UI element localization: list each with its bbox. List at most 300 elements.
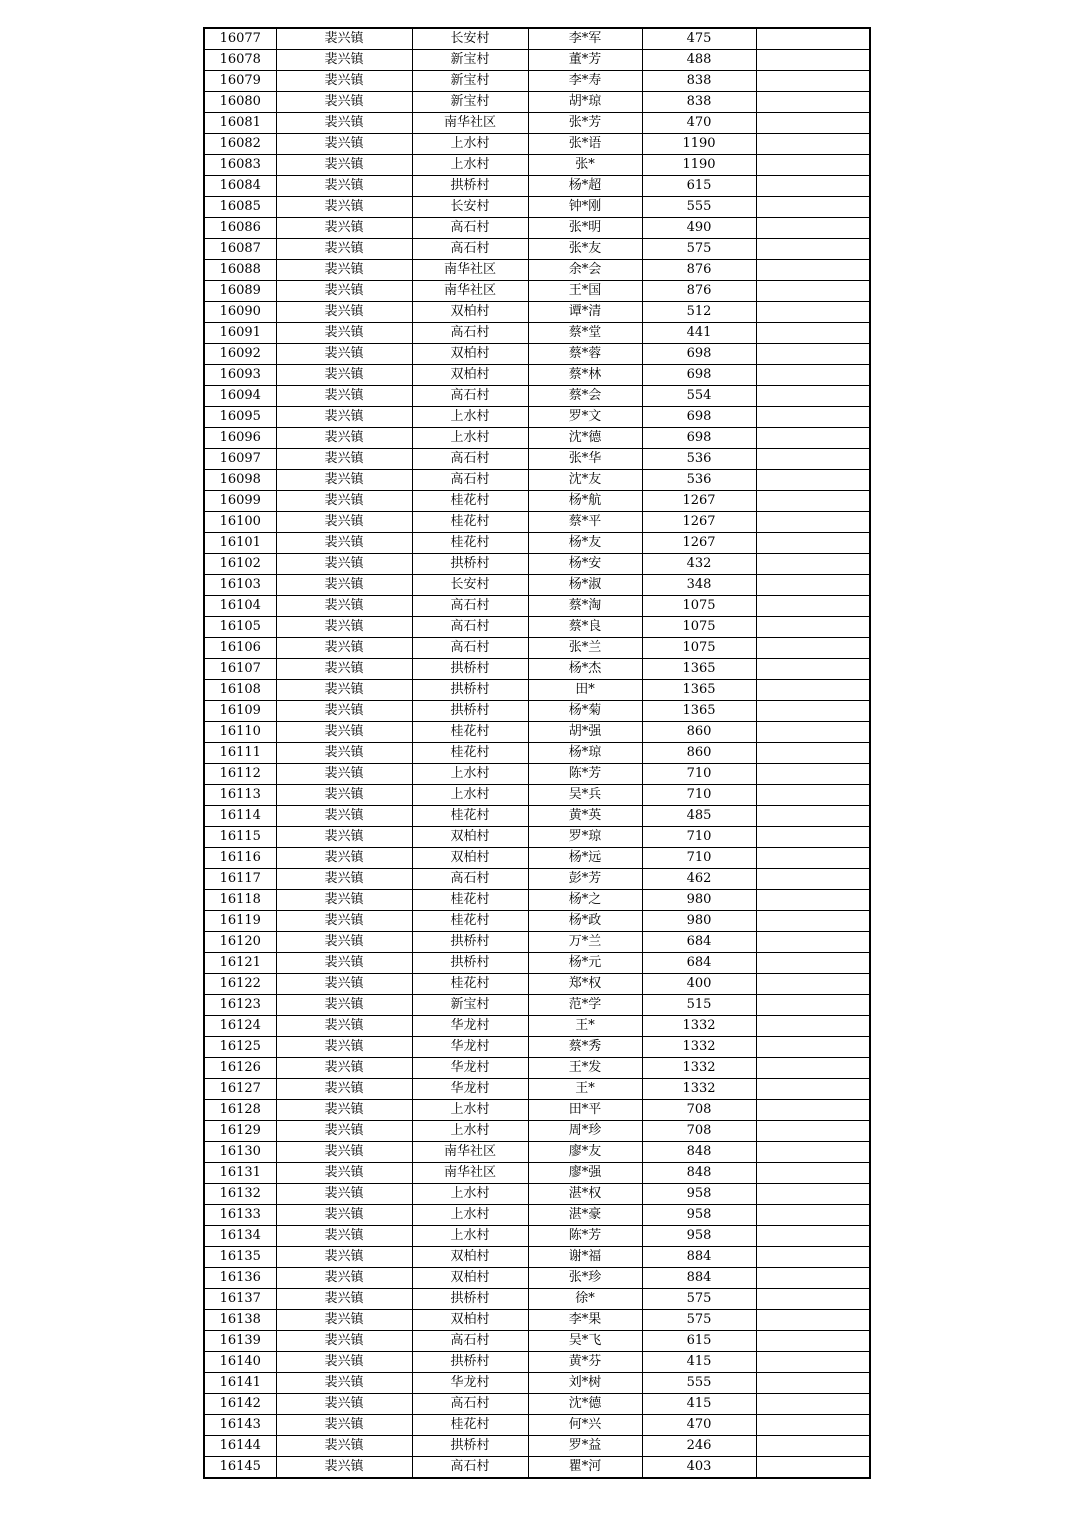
remark-cell [756, 1289, 870, 1310]
town-cell: 裴兴镇 [276, 995, 412, 1016]
remark-cell [756, 323, 870, 344]
record-number-cell: 16085 [204, 197, 276, 218]
table-row [204, 596, 870, 617]
amount-cell: 470 [642, 113, 756, 134]
remark-cell [756, 1457, 870, 1479]
record-number-cell: 16090 [204, 302, 276, 323]
town-cell: 裴兴镇 [276, 617, 412, 638]
amount-cell: 536 [642, 470, 756, 491]
amount-cell: 848 [642, 1142, 756, 1163]
record-number-cell: 16112 [204, 764, 276, 785]
record-number-cell: 16111 [204, 743, 276, 764]
table-row [204, 806, 870, 827]
village-cell: 拱桥村 [412, 1352, 528, 1373]
data-table [203, 27, 871, 1479]
village-cell: 高石村 [412, 596, 528, 617]
town-cell: 裴兴镇 [276, 113, 412, 134]
town-cell: 裴兴镇 [276, 806, 412, 827]
record-number-cell: 16143 [204, 1415, 276, 1436]
table-row [204, 1058, 870, 1079]
name-cell: 余*会 [528, 260, 642, 281]
village-cell: 高石村 [412, 239, 528, 260]
name-cell: 罗*益 [528, 1436, 642, 1457]
name-cell: 蔡*秀 [528, 1037, 642, 1058]
record-number-cell: 16140 [204, 1352, 276, 1373]
village-cell: 双柏村 [412, 344, 528, 365]
amount-cell: 838 [642, 71, 756, 92]
village-cell: 上水村 [412, 764, 528, 785]
table-row [204, 722, 870, 743]
record-number-cell: 16080 [204, 92, 276, 113]
town-cell: 裴兴镇 [276, 281, 412, 302]
amount-cell: 1332 [642, 1037, 756, 1058]
table-row [204, 1331, 870, 1352]
town-cell: 裴兴镇 [276, 1331, 412, 1352]
town-cell: 裴兴镇 [276, 1184, 412, 1205]
table-row [204, 701, 870, 722]
name-cell: 杨*琼 [528, 743, 642, 764]
amount-cell: 876 [642, 260, 756, 281]
remark-cell [756, 764, 870, 785]
amount-cell: 698 [642, 365, 756, 386]
remark-cell [756, 470, 870, 491]
name-cell: 谭*清 [528, 302, 642, 323]
remark-cell [756, 344, 870, 365]
village-cell: 桂花村 [412, 1415, 528, 1436]
town-cell: 裴兴镇 [276, 92, 412, 113]
remark-cell [756, 1226, 870, 1247]
name-cell: 陈*芳 [528, 1226, 642, 1247]
town-cell: 裴兴镇 [276, 407, 412, 428]
village-cell: 南华社区 [412, 1142, 528, 1163]
table-row [204, 1121, 870, 1142]
remark-cell [756, 1037, 870, 1058]
remark-cell [756, 1163, 870, 1184]
village-cell: 桂花村 [412, 722, 528, 743]
table-row [204, 134, 870, 155]
remark-cell [756, 785, 870, 806]
table-row [204, 1247, 870, 1268]
amount-cell: 1267 [642, 533, 756, 554]
table-row [204, 1142, 870, 1163]
remark-cell [756, 911, 870, 932]
table-row [204, 1289, 870, 1310]
village-cell: 拱桥村 [412, 1436, 528, 1457]
town-cell: 裴兴镇 [276, 260, 412, 281]
village-cell: 拱桥村 [412, 701, 528, 722]
amount-cell: 710 [642, 785, 756, 806]
town-cell: 裴兴镇 [276, 1415, 412, 1436]
table-row [204, 407, 870, 428]
table-row [204, 827, 870, 848]
record-number-cell: 16124 [204, 1016, 276, 1037]
name-cell: 钟*刚 [528, 197, 642, 218]
name-cell: 蔡*平 [528, 512, 642, 533]
name-cell: 杨*远 [528, 848, 642, 869]
table-row [204, 680, 870, 701]
record-number-cell: 16102 [204, 554, 276, 575]
town-cell: 裴兴镇 [276, 218, 412, 239]
record-number-cell: 16094 [204, 386, 276, 407]
remark-cell [756, 1268, 870, 1289]
remark-cell [756, 596, 870, 617]
record-number-cell: 16095 [204, 407, 276, 428]
table-row [204, 1163, 870, 1184]
table-row [204, 974, 870, 995]
remark-cell [756, 848, 870, 869]
town-cell: 裴兴镇 [276, 50, 412, 71]
village-cell: 上水村 [412, 1121, 528, 1142]
name-cell: 杨*超 [528, 176, 642, 197]
village-cell: 拱桥村 [412, 554, 528, 575]
record-number-cell: 16107 [204, 659, 276, 680]
remark-cell [756, 50, 870, 71]
remark-cell [756, 932, 870, 953]
town-cell: 裴兴镇 [276, 1457, 412, 1479]
record-number-cell: 16115 [204, 827, 276, 848]
remark-cell [756, 239, 870, 260]
town-cell: 裴兴镇 [276, 1352, 412, 1373]
name-cell: 沈*德 [528, 1394, 642, 1415]
village-cell: 新宝村 [412, 50, 528, 71]
town-cell: 裴兴镇 [276, 869, 412, 890]
record-number-cell: 16109 [204, 701, 276, 722]
name-cell: 王* [528, 1016, 642, 1037]
amount-cell: 488 [642, 50, 756, 71]
record-number-cell: 16078 [204, 50, 276, 71]
village-cell: 南华社区 [412, 281, 528, 302]
record-number-cell: 16132 [204, 1184, 276, 1205]
town-cell: 裴兴镇 [276, 71, 412, 92]
record-number-cell: 16125 [204, 1037, 276, 1058]
record-number-cell: 16121 [204, 953, 276, 974]
village-cell: 高石村 [412, 1394, 528, 1415]
table-row [204, 743, 870, 764]
remark-cell [756, 890, 870, 911]
village-cell: 高石村 [412, 617, 528, 638]
amount-cell: 1267 [642, 491, 756, 512]
town-cell: 裴兴镇 [276, 155, 412, 176]
remark-cell [756, 1415, 870, 1436]
remark-cell [756, 365, 870, 386]
amount-cell: 1365 [642, 659, 756, 680]
town-cell: 裴兴镇 [276, 596, 412, 617]
town-cell: 裴兴镇 [276, 365, 412, 386]
amount-cell: 403 [642, 1457, 756, 1479]
name-cell: 杨*安 [528, 554, 642, 575]
town-cell: 裴兴镇 [276, 1016, 412, 1037]
village-cell: 拱桥村 [412, 659, 528, 680]
name-cell: 郑*权 [528, 974, 642, 995]
table-row [204, 92, 870, 113]
name-cell: 杨*友 [528, 533, 642, 554]
remark-cell [756, 743, 870, 764]
name-cell: 李*军 [528, 28, 642, 50]
remark-cell [756, 113, 870, 134]
remark-cell [756, 1016, 870, 1037]
name-cell: 王* [528, 1079, 642, 1100]
village-cell: 上水村 [412, 785, 528, 806]
table-row [204, 932, 870, 953]
record-number-cell: 16106 [204, 638, 276, 659]
remark-cell [756, 449, 870, 470]
town-cell: 裴兴镇 [276, 659, 412, 680]
name-cell: 罗*琼 [528, 827, 642, 848]
remark-cell [756, 1058, 870, 1079]
table-row [204, 176, 870, 197]
town-cell: 裴兴镇 [276, 1436, 412, 1457]
village-cell: 上水村 [412, 1226, 528, 1247]
amount-cell: 555 [642, 1373, 756, 1394]
village-cell: 上水村 [412, 1100, 528, 1121]
town-cell: 裴兴镇 [276, 197, 412, 218]
record-number-cell: 16079 [204, 71, 276, 92]
amount-cell: 958 [642, 1184, 756, 1205]
amount-cell: 1332 [642, 1058, 756, 1079]
name-cell: 李*果 [528, 1310, 642, 1331]
remark-cell [756, 680, 870, 701]
village-cell: 新宝村 [412, 71, 528, 92]
village-cell: 高石村 [412, 323, 528, 344]
record-number-cell: 16137 [204, 1289, 276, 1310]
remark-cell [756, 974, 870, 995]
town-cell: 裴兴镇 [276, 554, 412, 575]
remark-cell [756, 1394, 870, 1415]
remark-cell [756, 1205, 870, 1226]
table-row [204, 50, 870, 71]
remark-cell [756, 176, 870, 197]
record-number-cell: 16144 [204, 1436, 276, 1457]
table-row [204, 533, 870, 554]
table-row [204, 281, 870, 302]
name-cell: 杨*政 [528, 911, 642, 932]
village-cell: 高石村 [412, 449, 528, 470]
record-number-cell: 16097 [204, 449, 276, 470]
amount-cell: 980 [642, 911, 756, 932]
town-cell: 裴兴镇 [276, 932, 412, 953]
village-cell: 双柏村 [412, 1247, 528, 1268]
amount-cell: 1332 [642, 1079, 756, 1100]
village-cell: 桂花村 [412, 911, 528, 932]
record-number-cell: 16120 [204, 932, 276, 953]
town-cell: 裴兴镇 [276, 848, 412, 869]
town-cell: 裴兴镇 [276, 890, 412, 911]
name-cell: 蔡*良 [528, 617, 642, 638]
record-number-cell: 16130 [204, 1142, 276, 1163]
amount-cell: 710 [642, 827, 756, 848]
table-row [204, 1457, 870, 1479]
remark-cell [756, 491, 870, 512]
record-number-cell: 16122 [204, 974, 276, 995]
amount-cell: 575 [642, 1289, 756, 1310]
table-row [204, 890, 870, 911]
table-row [204, 1226, 870, 1247]
table-row [204, 554, 870, 575]
town-cell: 裴兴镇 [276, 764, 412, 785]
name-cell: 张*友 [528, 239, 642, 260]
amount-cell: 1075 [642, 638, 756, 659]
name-cell: 蔡*会 [528, 386, 642, 407]
name-cell: 田*平 [528, 1100, 642, 1121]
table-row [204, 1016, 870, 1037]
amount-cell: 536 [642, 449, 756, 470]
amount-cell: 848 [642, 1163, 756, 1184]
record-number-cell: 16145 [204, 1457, 276, 1479]
name-cell: 沈*友 [528, 470, 642, 491]
village-cell: 桂花村 [412, 806, 528, 827]
amount-cell: 958 [642, 1205, 756, 1226]
village-cell: 桂花村 [412, 743, 528, 764]
amount-cell: 475 [642, 28, 756, 50]
record-number-cell: 16116 [204, 848, 276, 869]
amount-cell: 615 [642, 1331, 756, 1352]
record-number-cell: 16126 [204, 1058, 276, 1079]
name-cell: 吴*飞 [528, 1331, 642, 1352]
name-cell: 杨*航 [528, 491, 642, 512]
table-row [204, 785, 870, 806]
record-number-cell: 16135 [204, 1247, 276, 1268]
name-cell: 黄*芬 [528, 1352, 642, 1373]
village-cell: 拱桥村 [412, 932, 528, 953]
amount-cell: 1267 [642, 512, 756, 533]
village-cell: 桂花村 [412, 491, 528, 512]
remark-cell [756, 407, 870, 428]
amount-cell: 470 [642, 1415, 756, 1436]
village-cell: 上水村 [412, 407, 528, 428]
amount-cell: 860 [642, 722, 756, 743]
name-cell: 刘*树 [528, 1373, 642, 1394]
town-cell: 裴兴镇 [276, 1310, 412, 1331]
village-cell: 南华社区 [412, 113, 528, 134]
amount-cell: 246 [642, 1436, 756, 1457]
amount-cell: 698 [642, 344, 756, 365]
name-cell: 黄*英 [528, 806, 642, 827]
town-cell: 裴兴镇 [276, 785, 412, 806]
village-cell: 上水村 [412, 428, 528, 449]
record-number-cell: 16113 [204, 785, 276, 806]
record-number-cell: 16100 [204, 512, 276, 533]
town-cell: 裴兴镇 [276, 386, 412, 407]
village-cell: 桂花村 [412, 974, 528, 995]
record-number-cell: 16092 [204, 344, 276, 365]
table-row [204, 1100, 870, 1121]
remark-cell [756, 92, 870, 113]
remark-cell [756, 617, 870, 638]
name-cell: 胡*琼 [528, 92, 642, 113]
record-number-cell: 16108 [204, 680, 276, 701]
table-row [204, 995, 870, 1016]
name-cell: 瞿*河 [528, 1457, 642, 1479]
amount-cell: 708 [642, 1121, 756, 1142]
town-cell: 裴兴镇 [276, 827, 412, 848]
record-number-cell: 16084 [204, 176, 276, 197]
town-cell: 裴兴镇 [276, 1394, 412, 1415]
name-cell: 张*华 [528, 449, 642, 470]
name-cell: 范*学 [528, 995, 642, 1016]
village-cell: 上水村 [412, 155, 528, 176]
record-number-cell: 16105 [204, 617, 276, 638]
record-number-cell: 16131 [204, 1163, 276, 1184]
table-row [204, 470, 870, 491]
amount-cell: 441 [642, 323, 756, 344]
table-row [204, 1184, 870, 1205]
name-cell: 何*兴 [528, 1415, 642, 1436]
amount-cell: 490 [642, 218, 756, 239]
remark-cell [756, 575, 870, 596]
remark-cell [756, 806, 870, 827]
record-number-cell: 16114 [204, 806, 276, 827]
amount-cell: 515 [642, 995, 756, 1016]
village-cell: 华龙村 [412, 1037, 528, 1058]
record-number-cell: 16117 [204, 869, 276, 890]
town-cell: 裴兴镇 [276, 449, 412, 470]
amount-cell: 1365 [642, 680, 756, 701]
town-cell: 裴兴镇 [276, 1247, 412, 1268]
record-number-cell: 16077 [204, 28, 276, 50]
town-cell: 裴兴镇 [276, 1142, 412, 1163]
town-cell: 裴兴镇 [276, 701, 412, 722]
amount-cell: 415 [642, 1394, 756, 1415]
table-row [204, 260, 870, 281]
amount-cell: 1190 [642, 155, 756, 176]
village-cell: 拱桥村 [412, 1289, 528, 1310]
amount-cell: 708 [642, 1100, 756, 1121]
name-cell: 杨*菊 [528, 701, 642, 722]
village-cell: 长安村 [412, 28, 528, 50]
remark-cell [756, 953, 870, 974]
village-cell: 桂花村 [412, 533, 528, 554]
town-cell: 裴兴镇 [276, 323, 412, 344]
amount-cell: 958 [642, 1226, 756, 1247]
amount-cell: 884 [642, 1247, 756, 1268]
table-row [204, 1394, 870, 1415]
remark-cell [756, 28, 870, 50]
town-cell: 裴兴镇 [276, 344, 412, 365]
town-cell: 裴兴镇 [276, 743, 412, 764]
village-cell: 桂花村 [412, 890, 528, 911]
town-cell: 裴兴镇 [276, 302, 412, 323]
remark-cell [756, 1142, 870, 1163]
name-cell: 杨*元 [528, 953, 642, 974]
town-cell: 裴兴镇 [276, 491, 412, 512]
village-cell: 桂花村 [412, 512, 528, 533]
village-cell: 拱桥村 [412, 680, 528, 701]
village-cell: 华龙村 [412, 1373, 528, 1394]
table-row [204, 71, 870, 92]
remark-cell [756, 1436, 870, 1457]
name-cell: 罗*文 [528, 407, 642, 428]
table-row [204, 155, 870, 176]
town-cell: 裴兴镇 [276, 134, 412, 155]
remark-cell [756, 638, 870, 659]
town-cell: 裴兴镇 [276, 1163, 412, 1184]
amount-cell: 348 [642, 575, 756, 596]
name-cell: 徐* [528, 1289, 642, 1310]
table-row [204, 302, 870, 323]
table-row [204, 386, 870, 407]
remark-cell [756, 1079, 870, 1100]
town-cell: 裴兴镇 [276, 428, 412, 449]
name-cell: 廖*友 [528, 1142, 642, 1163]
town-cell: 裴兴镇 [276, 1289, 412, 1310]
remark-cell [756, 260, 870, 281]
village-cell: 拱桥村 [412, 176, 528, 197]
village-cell: 长安村 [412, 197, 528, 218]
amount-cell: 555 [642, 197, 756, 218]
remark-cell [756, 1310, 870, 1331]
amount-cell: 432 [642, 554, 756, 575]
remark-cell [756, 71, 870, 92]
